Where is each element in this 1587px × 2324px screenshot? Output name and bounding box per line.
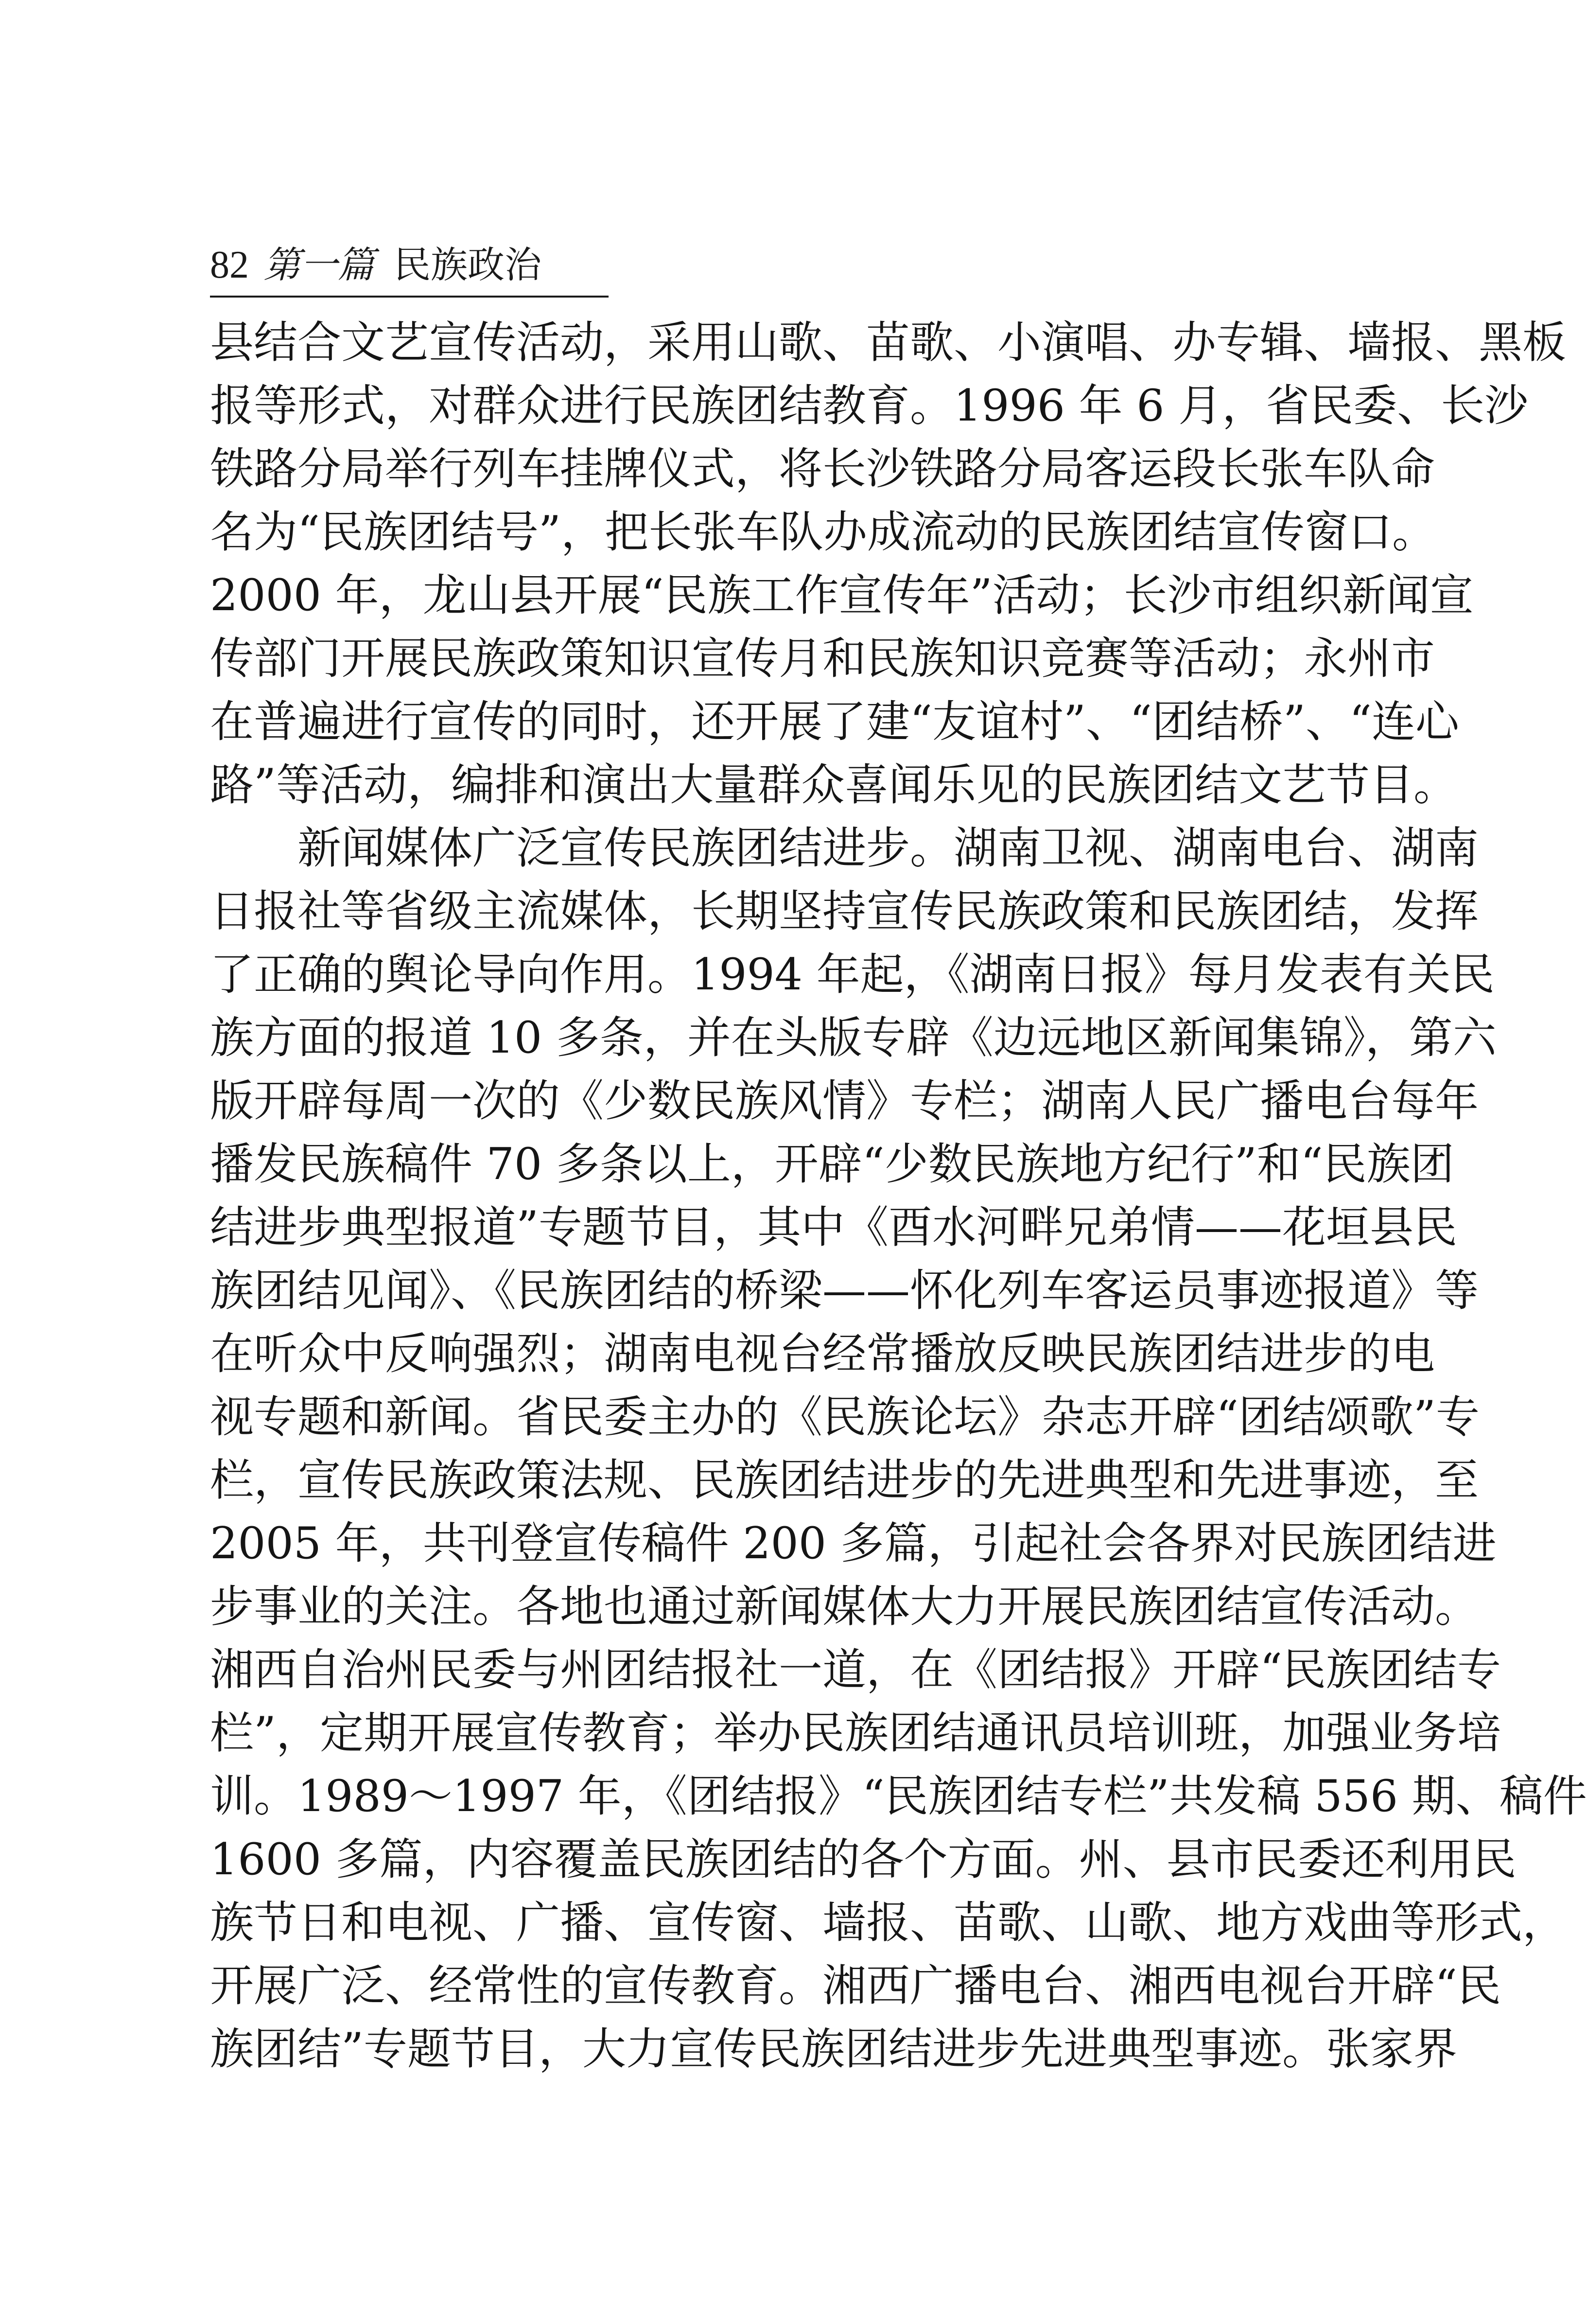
text-line: 在听众中反响强烈；湖南电视台经常播放反映民族团结进步的电 <box>210 1328 1435 1379</box>
text-line: 名为“民族团结号”，把长张车队办成流动的民族团结宣传窗口。 <box>210 507 1436 558</box>
text-line: 版开辟每周一次的《少数民族风情》专栏；湖南人民广播电台每年 <box>210 1075 1479 1127</box>
text-line: 1600 多篇，内容覆盖民族团结的各个方面。州、县市民委还利用民 <box>210 1834 1517 1885</box>
text-line: 了正确的舆论导向作用。1994 年起，《湖南日报》每月发表有关民 <box>210 949 1495 1000</box>
body-text <box>210 311 1587 2081</box>
text-line: 日报社等省级主流媒体，长期坚持宣传民族政策和民族团结，发挥 <box>210 886 1479 937</box>
text-line: 族方面的报道 10 多条，并在头版专辟《边远地区新闻集锦》，第六 <box>210 1012 1497 1063</box>
paragraph-first-line: 新闻媒体广泛宣传民族团结进步。湖南卫视、湖南电台、湖南 <box>297 823 1479 874</box>
text-line: 播发民族稿件 70 多条以上，开辟“少数民族地方纪行”和“民族团 <box>210 1139 1454 1190</box>
text-line: 铁路分局举行列车挂牌仪式，将长沙铁路分局客运段长张车队命 <box>210 443 1435 494</box>
running-header <box>210 238 609 298</box>
text-line: 报等形式，对群众进行民族团结教育。1996 年 6 月，省民委、长沙 <box>210 380 1529 431</box>
text-line: 族团结见闻》、《民族团结的桥梁——怀化列车客运员事迹报道》等 <box>210 1265 1479 1316</box>
text-line: 族团结”专题节目，大力宣传民族团结进步先进典型事迹。张家界 <box>210 2024 1458 2075</box>
text-line: 湘西自治州民委与州团结报社一道，在《团结报》开辟“民族团结专 <box>210 1644 1501 1695</box>
text-line: 栏，宣传民族政策法规、民族团结进步的先进典型和先进事迹，至 <box>210 1455 1479 1506</box>
text-line: 栏”，定期开展宣传教育；举办民族团结通讯员培训班，加强业务培 <box>210 1708 1501 1759</box>
text-line: 路”等活动，编排和演出大量群众喜闻乐见的民族团结文艺节目。 <box>210 759 1458 810</box>
text-line: 视专题和新闻。省民委主办的《民族论坛》杂志开辟“团结颂歌”专 <box>210 1391 1480 1443</box>
chapter-title: 民族政治 <box>394 243 541 286</box>
text-line: 开展广泛、经常性的宣传教育。湘西广播电台、湘西电视台开辟“民 <box>210 1960 1501 2011</box>
page-number: 82 <box>210 244 249 286</box>
text-line: 县结合文艺宣传活动，采用山歌、苗歌、小演唱、办专辑、墙报、黑板 <box>210 317 1566 368</box>
text-line: 族节日和电视、广播、宣传窗、墙报、苗歌、山歌、地方戏曲等形式， <box>210 1897 1566 1948</box>
text-line: 2005 年，共刊登宣传稿件 200 多篇，引起社会各界对民族团结进 <box>210 1518 1497 1569</box>
text-line: 步事业的关注。各地也通过新闻媒体大力开展民族团结宣传活动。 <box>210 1581 1479 1632</box>
part-title: 第一篇 <box>263 243 374 286</box>
text-line: 传部门开展民族政策知识宣传月和民族知识竞赛等活动；永州市 <box>210 633 1435 684</box>
text-line: 2000 年，龙山县开展“民族工作宣传年”活动；长沙市组织新闻宣 <box>210 570 1474 621</box>
text-line: 结进步典型报道”专题节目，其中《酉水河畔兄弟情——花垣县民 <box>210 1202 1458 1253</box>
text-line: 训。1989～1997 年，《团结报》“民族团结专栏”共发稿 556 期、稿件 <box>210 1771 1587 1822</box>
text-line: 在普遍进行宣传的同时，还开展了建“友谊村”、“团结桥”、“连心 <box>210 696 1460 747</box>
